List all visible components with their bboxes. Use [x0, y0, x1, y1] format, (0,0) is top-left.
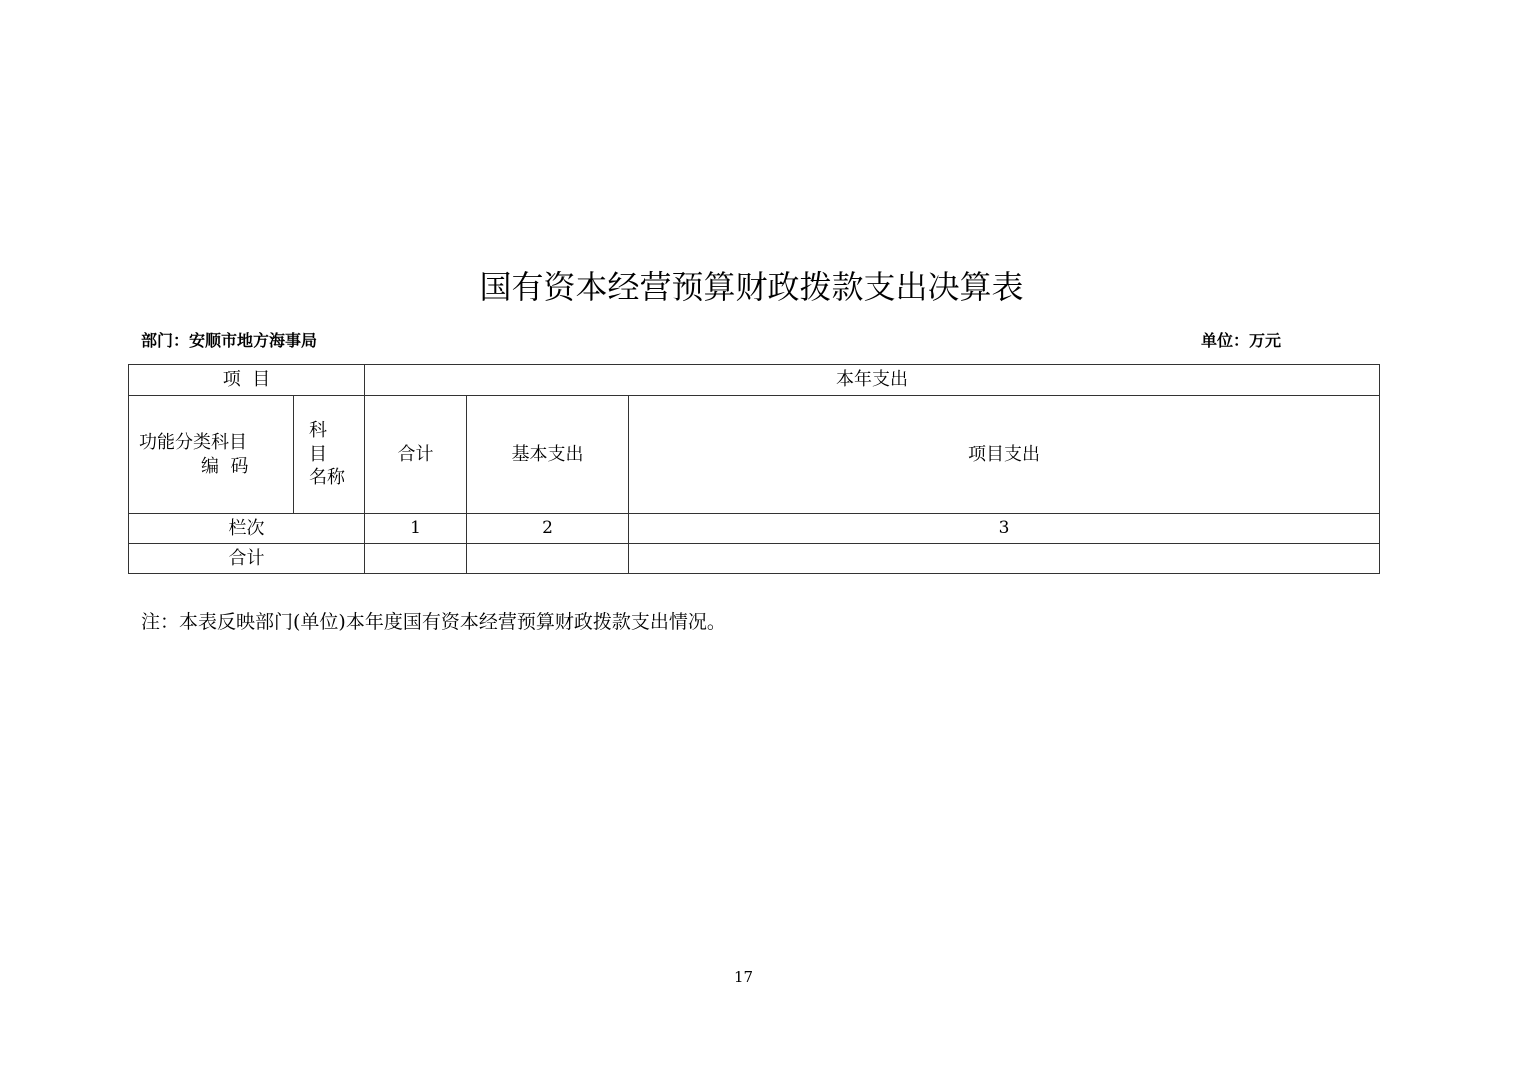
- total-col2-cell: [467, 544, 629, 574]
- column-index-2-cell: 2: [467, 514, 629, 544]
- header-basic-expense-cell: 基本支出: [467, 396, 629, 514]
- unit-label: 单位：万元: [1201, 331, 1282, 350]
- department-label: 部门：安顺市地方海事局: [141, 331, 318, 350]
- header-current-year-expense-cell: 本年支出: [365, 365, 1380, 396]
- table-row: [129, 514, 1380, 544]
- page-number: 17: [733, 968, 754, 986]
- function-code-label-line2: 编 码: [201, 455, 249, 477]
- table-row: [129, 544, 1380, 574]
- function-code-label-line1: 功能分类科目: [139, 432, 247, 454]
- header-function-code-cell: [129, 396, 294, 514]
- table-header-row: [129, 365, 1380, 396]
- page-title: 国有资本经营预算财政拨款支出决算表: [479, 268, 1024, 306]
- total-col1-cell: [365, 544, 467, 574]
- budget-table: [128, 364, 1380, 574]
- total-label-cell: 合计: [129, 544, 365, 574]
- header-item-cell: 项 目: [129, 365, 365, 396]
- total-col3-cell: [629, 544, 1380, 574]
- column-index-3-cell: 3: [629, 514, 1380, 544]
- table-subheader-row: [129, 396, 1380, 514]
- column-index-label-cell: 栏次: [129, 514, 365, 544]
- header-project-expense-cell: 项目支出: [629, 396, 1380, 514]
- subject-name-line3: 名称: [309, 467, 345, 489]
- column-index-1-cell: 1: [365, 514, 467, 544]
- subject-name-line1: 科: [309, 420, 327, 442]
- footnote: 注：本表反映部门(单位)本年度国有资本经营预算财政拨款支出情况。: [141, 611, 726, 633]
- header-total-cell: 合计: [365, 396, 467, 514]
- header-subject-name-cell: [294, 396, 365, 514]
- subject-name-line2: 目: [309, 443, 327, 465]
